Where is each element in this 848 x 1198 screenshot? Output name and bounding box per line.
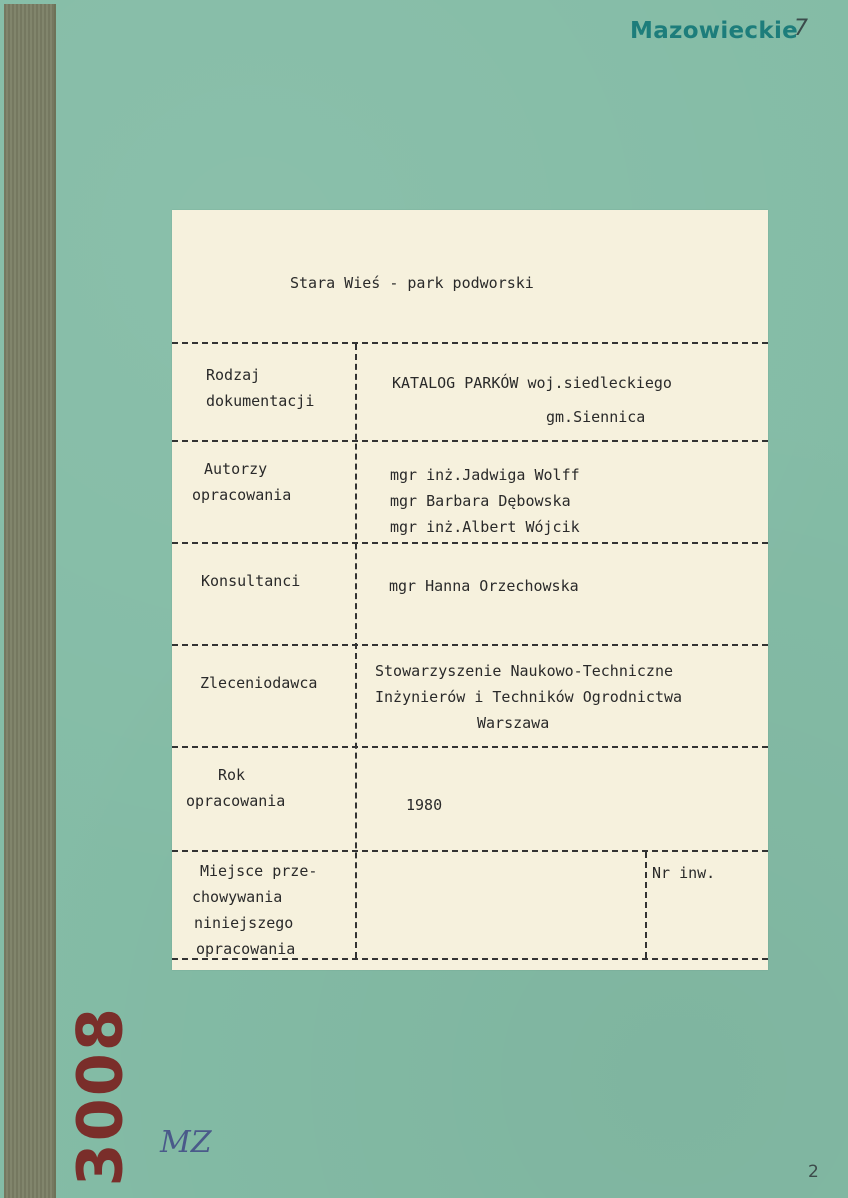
row-divider: [172, 746, 768, 748]
handwritten-corner-number: 7: [794, 16, 808, 41]
field-value-commune: gm.Siennica: [546, 408, 646, 426]
field-value-commissioner: Stowarzyszenie Naukowo-Techniczne Inżynierów i Techników Ogrodnictwa Warszawa: [375, 662, 683, 732]
handwritten-initials: MZ: [160, 1125, 212, 1160]
field-value-consultants: mgr Hanna Orzechowska: [389, 577, 579, 595]
handwritten-archive-number: 3008: [63, 1005, 137, 1187]
field-label-consultants: Konsultanci: [201, 572, 301, 590]
field-value-catalog: KATALOG PARKÓW woj.siedleckiego: [392, 374, 672, 392]
catalog-label: [172, 210, 768, 970]
field-value-authors: mgr inż.Jadwiga Wolff mgr Barbara Dębowska mgr inż.Albert Wójcik: [390, 466, 580, 536]
label-title: Stara Wieś - park podworski: [290, 274, 534, 292]
field-label-commissioner: Zleceniodawca: [200, 674, 318, 692]
page-number: 2: [808, 1162, 819, 1182]
row-divider: [172, 850, 768, 852]
folder-spine: [4, 4, 56, 1198]
field-label-documentation-type: Rodzaj dokumentacji: [206, 366, 315, 410]
field-label-authors: Autorzy opracowania: [192, 460, 292, 504]
field-value-year: 1980: [406, 796, 443, 814]
field-label-year: Rok opracowania: [186, 766, 286, 810]
field-label-inventory-number: Nr inw.: [652, 864, 716, 882]
row-divider: [172, 644, 768, 646]
archive-stamp: Mazowieckie: [630, 18, 799, 44]
inventory-column-divider: [645, 852, 647, 958]
row-divider: [172, 342, 768, 344]
row-divider: [172, 440, 768, 442]
field-label-storage-location: Miejsce prze- chowywania niniejszego opracowania: [192, 862, 318, 958]
column-divider: [355, 344, 357, 958]
row-divider: [172, 542, 768, 544]
